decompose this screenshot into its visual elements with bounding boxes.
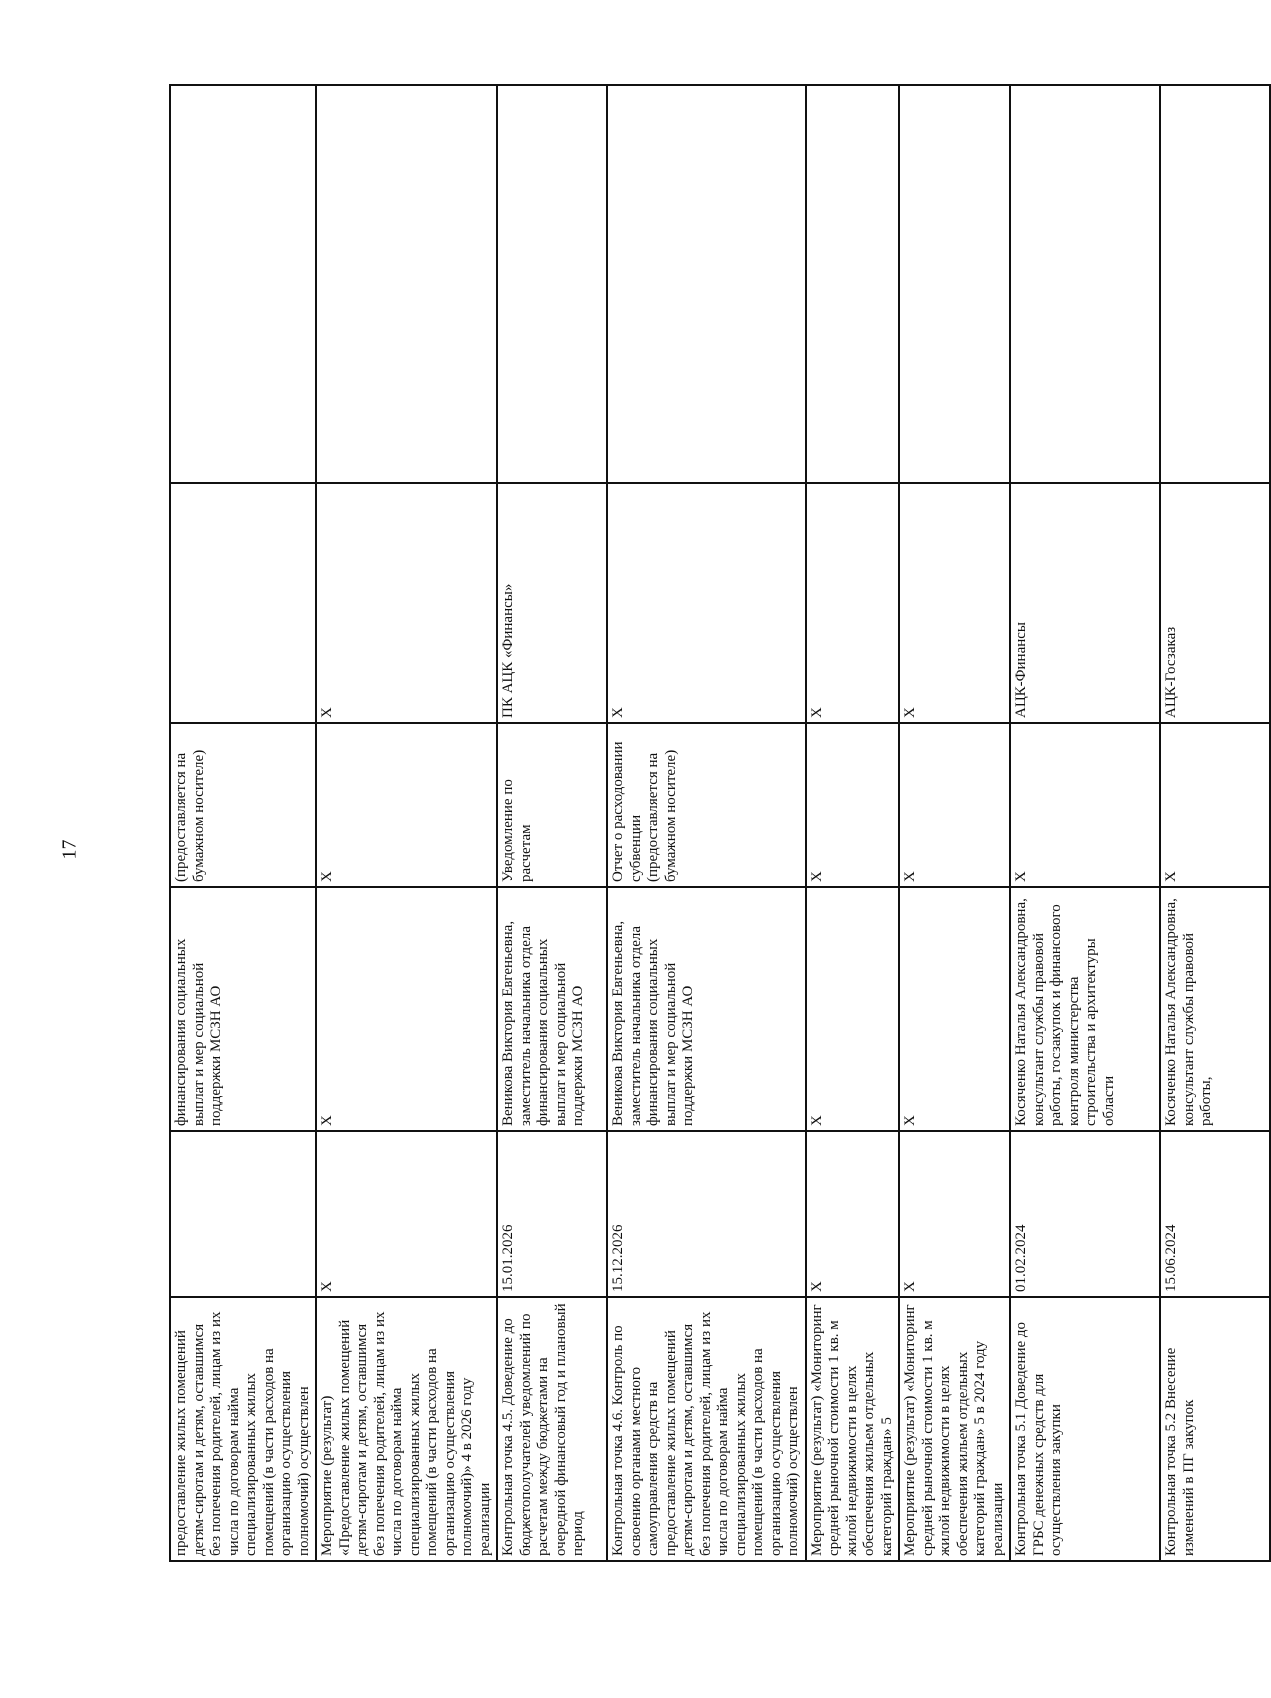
cell-responsible: Косяченко Наталья Александровна, консультант службы правовой работы, [1160,887,1270,1131]
cell-description: Контрольная точка 5.1 Доведение до ГРБС денежных средств для осуществления закупки [1010,1297,1160,1561]
cell-extra [899,85,1010,483]
cell-extra [1160,85,1270,483]
cell-system: X [806,483,900,723]
cell-responsible: X [899,887,1010,1131]
cell-extra [170,85,316,483]
cell-description: предоставление жилых помещений детям-сиротам и детям, оставшимся без попечения родителей, лицам из их числа по договорам найма специализированных жилых помещений (в части расходов на организацию осуществления полномочий) осуществлен [170,1297,316,1561]
table-row [899,85,1010,1561]
control-points-table [169,84,1271,1562]
cell-date: X [899,1131,1010,1297]
table-row [607,85,806,1561]
cell-system: АЦК-Финансы [1010,483,1160,723]
table-row [316,85,497,1561]
cell-date: 15.12.2026 [607,1131,806,1297]
cell-responsible: X [806,887,900,1131]
cell-date: 15.01.2026 [497,1131,607,1297]
table-row [170,85,316,1561]
cell-date: 15.06.2024 [1160,1131,1270,1297]
cell-date [170,1131,316,1297]
cell-responsible: Веникова Виктория Евгеньевна, заместитель начальника отдела финансирования социальных выплат и мер социальной поддержки МСЗН АО [607,887,806,1131]
cell-system: X [316,483,497,723]
cell-description: Мероприятие (результат) «Мониторинг средней рыночной стоимости 1 кв. м жилой недвижимости в целях обеспечения жильем отдельных категорий граждан» 5 в 2024 году реализации [899,1297,1010,1561]
cell-system: X [899,483,1010,723]
cell-description: Контрольная точка 4.6. Контроль по освоению органами местного самоуправления средств на предоставление жилых помещений детям-сиротам и детям, оставшимся без попечения родителей, лицам из их числа по договорам найма специализированных жилых помещений (в части расходов на организацию осуществления полномочий) осуществлен [607,1297,806,1561]
cell-system: X [607,483,806,723]
cell-document: (предоставляется на бумажном носителе) [170,723,316,887]
cell-responsible: финансирования социальных выплат и мер социальной поддержки МСЗН АО [170,887,316,1131]
cell-document: X [806,723,900,887]
cell-document: X [316,723,497,887]
cell-extra [806,85,900,483]
table-row [1160,85,1270,1561]
cell-date: 01.02.2024 [1010,1131,1160,1297]
cell-system: ПК АЦК «Финансы» [497,483,607,723]
table-row [1010,85,1160,1561]
cell-description: Контрольная точка 4.5. Доведение до бюджетополучателей уведомлений по расчетам между бюджетами на очередной финансовый год и плановый период [497,1297,607,1561]
cell-responsible: Веникова Виктория Евгеньевна, заместитель начальника отдела финансирования социальных выплат и мер социальной поддержки МСЗН АО [497,887,607,1131]
table-row [497,85,607,1561]
cell-extra [316,85,497,483]
cell-extra [497,85,607,483]
cell-extra [607,85,806,483]
cell-extra [1010,85,1160,483]
cell-responsible: X [316,887,497,1131]
cell-date: X [806,1131,900,1297]
cell-system [170,483,316,723]
cell-document: Уведомление по расчетам [497,723,607,887]
cell-description: Мероприятие (результат) «Предоставление жилых помещений детям-сиротам и детям, оставшимся без попечения родителей, лицам из их числа по договорам найма специализированных жилых помещений (в части расходов на организацию осуществления полномочий)» 4 в 2026 году реализации [316,1297,497,1561]
cell-system: АЦК-Госзаказ [1160,483,1270,723]
cell-date: X [316,1131,497,1297]
cell-document: Отчет о расходовании субвенции (предоставляется на бумажном носителе) [607,723,806,887]
rotated-table-container [169,86,1214,1562]
cell-document: X [899,723,1010,887]
cell-description: Мероприятие (результат) «Мониторинг средней рыночной стоимости 1 кв. м жилой недвижимости в целях обеспечения жильем отдельных категорий граждан» 5 [806,1297,900,1561]
table-row [806,85,900,1561]
page-number: 17 [58,839,81,860]
cell-document: X [1010,723,1160,887]
cell-responsible: Косяченко Наталья Александровна, консультант службы правовой работы, госзакупок и финансового контроля министерства строительства и архитектуры области [1010,887,1160,1131]
cell-description: Контрольная точка 5.2 Внесение изменений в ПГ закупок [1160,1297,1270,1561]
table-body [170,85,1270,1561]
cell-document: X [1160,723,1270,887]
